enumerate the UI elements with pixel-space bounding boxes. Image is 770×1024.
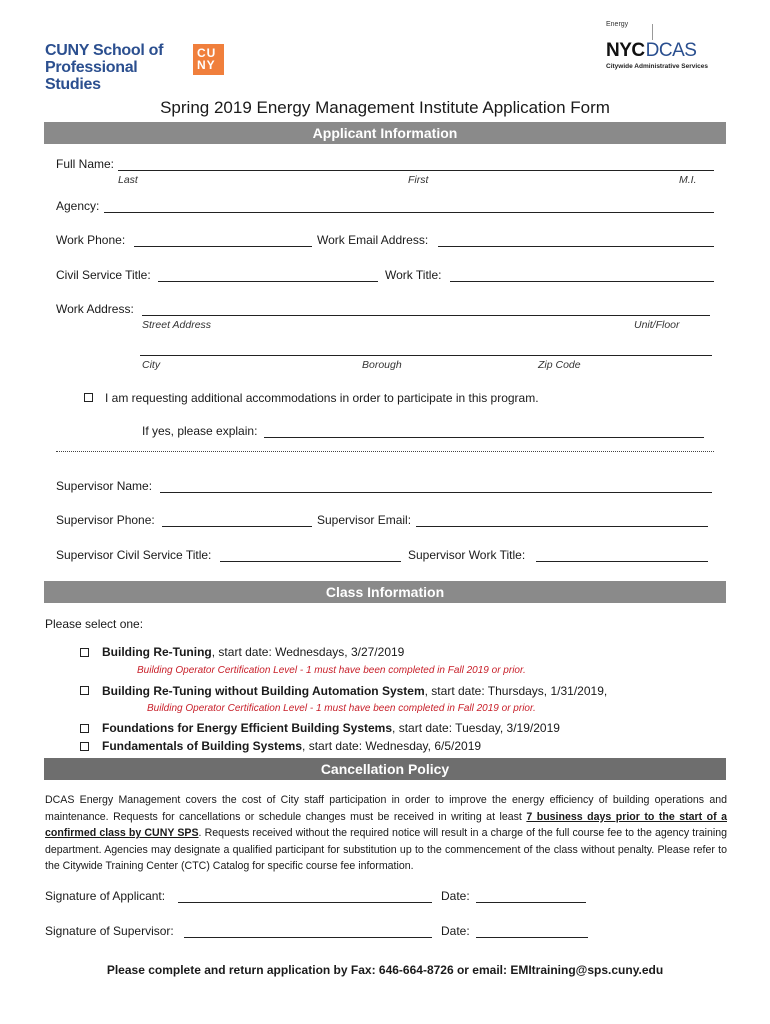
nyc-dcas-subtitle: Citywide Administrative Services (606, 63, 708, 70)
cancellation-policy-text (45, 792, 727, 875)
street-address-caption: Street Address (142, 319, 212, 331)
supervisor-civil-service-title-field[interactable] (220, 561, 401, 562)
section-class-information: Class Information (44, 581, 726, 603)
page-title: Spring 2019 Energy Management Institute Application Form (160, 98, 610, 117)
course-checkbox-building-retuning-no-bas[interactable] (80, 686, 89, 695)
agency-field[interactable] (104, 212, 714, 213)
course-option-fundamentals-building-systems (102, 739, 481, 753)
street-address-field[interactable] (142, 315, 710, 316)
supervisor-email-field[interactable] (416, 526, 708, 527)
course-option-building-retuning (102, 645, 404, 659)
course-date: , start date: Wednesdays, 3/27/2019 (211, 645, 405, 659)
cuny-mark-top: CU (197, 46, 217, 60)
agency-label: Agency: (56, 199, 100, 213)
course-option-foundations-energy-efficient (102, 721, 560, 735)
dotted-divider (56, 451, 714, 452)
supervisor-phone-field[interactable] (162, 526, 312, 527)
civil-service-title-field[interactable] (158, 281, 378, 282)
civil-service-title-label: Civil Service Title: (56, 268, 151, 282)
nyc-wordmark: NYC (606, 40, 645, 61)
work-title-label: Work Title: (385, 268, 442, 282)
accommodation-text: I am requesting additional accommodations in order to participate in this program. (105, 391, 539, 405)
full-name-label: Full Name: (56, 157, 115, 171)
course-name: Building Re-Tuning (102, 645, 212, 659)
course-prerequisite-note: Building Operator Certification Level - 1 must have been completed in Fall 2019 or prior. (147, 703, 536, 714)
full-name-first-caption: First (408, 174, 429, 186)
course-checkbox-foundations-energy-efficient[interactable] (80, 724, 89, 733)
applicant-signature-label: Signature of Applicant: (45, 889, 166, 903)
supervisor-work-title-label: Supervisor Work Title: (408, 548, 526, 562)
supervisor-signature-field[interactable] (184, 937, 432, 938)
class-select-prompt: Please select one: (45, 617, 144, 631)
work-phone-field[interactable] (134, 246, 312, 247)
cuny-mark-logo (193, 44, 224, 75)
work-title-field[interactable] (450, 281, 714, 282)
explain-field[interactable] (264, 437, 704, 438)
work-email-label: Work Email Address: (317, 233, 429, 247)
work-address-label: Work Address: (56, 302, 134, 316)
work-email-field[interactable] (438, 246, 714, 247)
course-checkbox-fundamentals-building-systems[interactable] (80, 742, 89, 751)
city-caption: City (142, 359, 161, 371)
applicant-date-field[interactable] (476, 902, 586, 903)
cuny-logo-line2: Professional Studies (45, 59, 138, 93)
policy-emphasis: 7 business days prior to the start of a confirmed class by CUNY SPS (45, 810, 727, 840)
section-applicant-information: Applicant Information (44, 122, 726, 144)
nyc-divider (652, 24, 653, 40)
applicant-signature-field[interactable] (178, 902, 432, 903)
nyc-dcas-logo (606, 40, 696, 62)
full-name-last-caption: Last (118, 174, 138, 186)
full-name-field[interactable] (118, 170, 714, 171)
supervisor-email-label: Supervisor Email: (317, 513, 412, 527)
work-phone-label: Work Phone: (56, 233, 126, 247)
dcas-wordmark: DCAS (645, 40, 697, 61)
course-date: , start date: Thursdays, 1/31/2019, (424, 684, 608, 698)
applicant-date-label: Date: (441, 889, 470, 903)
supervisor-date-field[interactable] (476, 937, 588, 938)
supervisor-work-title-field[interactable] (536, 561, 708, 562)
policy-part1: DCAS Energy Management covers the cost of City staff participation in order to improve the energy efficiency of building operations and maintenance. Requests for cancellations or schedule changes must be received in writing at least (45, 794, 727, 823)
zip-code-caption: Zip Code (538, 359, 581, 371)
unit-floor-caption: Unit/Floor (634, 319, 680, 331)
borough-caption: Borough (362, 359, 402, 371)
explain-label: If yes, please explain: (142, 424, 258, 438)
submission-instructions: Please complete and return application by Fax: 646-664-8726 or email: EMItraining@sps.cuny.edu (106, 963, 664, 977)
policy-part2: . Requests received without the required notice will result in a charge of the full course fee to the agency training department. Agencies may designate a qualified participant for substitution up to the commencement of the class without penalty. Please refer to the Citywide Training Center (CTC) Catalog for specific course fee information. (45, 827, 727, 873)
course-name: Building Re-Tuning without Building Automation System (102, 684, 425, 698)
course-date: , start date: Tuesday, 3/19/2019 (392, 721, 560, 735)
supervisor-date-label: Date: (441, 924, 470, 938)
cuny-logo-line1: CUNY School of (45, 42, 164, 59)
section-cancellation-policy: Cancellation Policy (44, 758, 726, 780)
full-name-mi-caption: M.I. (679, 174, 697, 186)
course-checkbox-building-retuning[interactable] (80, 648, 89, 657)
cuny-sps-logo (45, 42, 185, 93)
supervisor-signature-label: Signature of Supervisor: (45, 924, 174, 938)
supervisor-civil-service-title-label: Supervisor Civil Service Title: (56, 548, 212, 562)
supervisor-name-field[interactable] (160, 492, 712, 493)
course-prerequisite-note: Building Operator Certification Level - 1 must have been completed in Fall 2019 or prior. (137, 665, 526, 676)
course-name: Foundations for Energy Efficient Building Systems (102, 721, 393, 735)
course-date: , start date: Wednesday, 6/5/2019 (302, 739, 482, 753)
energy-label: Energy (606, 21, 629, 28)
supervisor-phone-label: Supervisor Phone: (56, 513, 155, 527)
course-option-building-retuning-no-bas (102, 684, 607, 698)
course-name: Fundamentals of Building Systems (102, 739, 303, 753)
supervisor-name-label: Supervisor Name: (56, 479, 153, 493)
cuny-mark-bottom: NY (197, 58, 216, 72)
city-borough-zip-field[interactable] (140, 355, 712, 356)
accommodation-checkbox[interactable] (84, 393, 93, 402)
